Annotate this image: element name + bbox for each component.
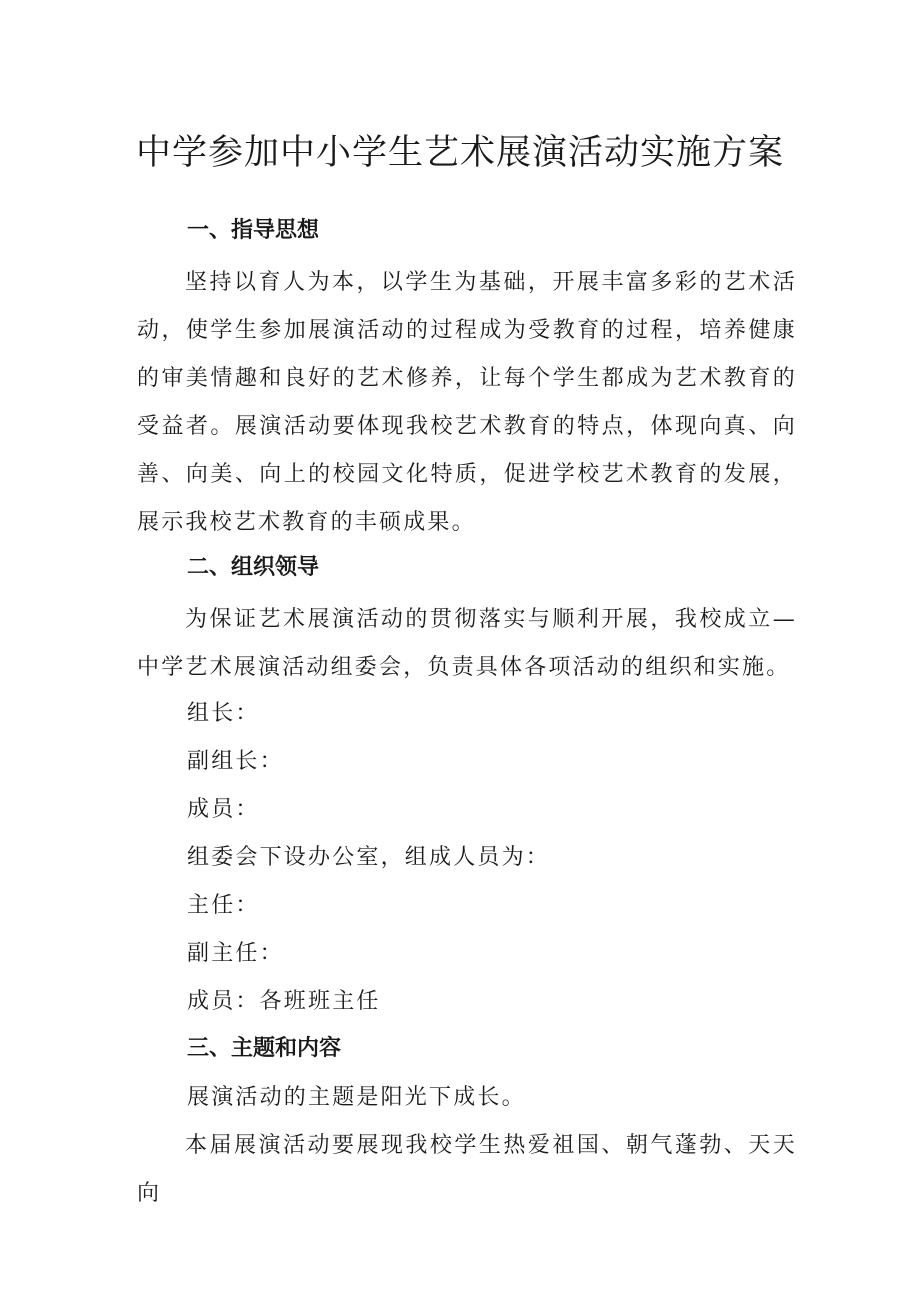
section-heading-theme-content: 三、主题和内容: [187, 1036, 342, 1061]
document-title: 中学参加中小学生艺术展演活动实施方案: [135, 133, 784, 173]
org-line-director: 主任：: [187, 893, 260, 918]
section-paragraph-organization: 为保证艺术展演活动的贯彻落实与顺利开展，我校成立—中学艺术展演活动组委会，负责具体各项活动的组织和实施。: [137, 607, 797, 680]
org-line-office: 组委会下设办公室，组成人员为：: [187, 845, 551, 870]
org-line-leader: 组长：: [187, 701, 260, 726]
section-heading-guiding-ideology: 一、指导思想: [187, 218, 320, 243]
org-line-office-members: 成员：各班班主任: [187, 989, 381, 1014]
section-heading-organization: 二、组织领导: [187, 555, 320, 580]
section-paragraph-guiding-ideology: 坚持以育人为本，以学生为基础，开展丰富多彩的艺术活动，使学生参加展演活动的过程成为受教育的过程，培养健康的审美情趣和良好的艺术修养，让每个学生都成为艺术教育的受益者。展演活动要体现我校艺术教育的特点，体现向真、向善、向美、向上的校园文化特质，促进学校艺术教育的发展，展示我校艺术教育的丰硕成果。: [137, 270, 797, 535]
org-line-members: 成员：: [187, 797, 260, 822]
org-line-deputy-leader: 副组长：: [187, 749, 284, 774]
org-line-deputy-director: 副主任：: [187, 941, 284, 966]
section-paragraph-theme-content: 本届展演活动要展现我校学生热爱祖国、朝气蓬勃、天天向: [137, 1133, 797, 1206]
theme-line: 展演活动的主题是阳光下成长。: [187, 1085, 526, 1110]
